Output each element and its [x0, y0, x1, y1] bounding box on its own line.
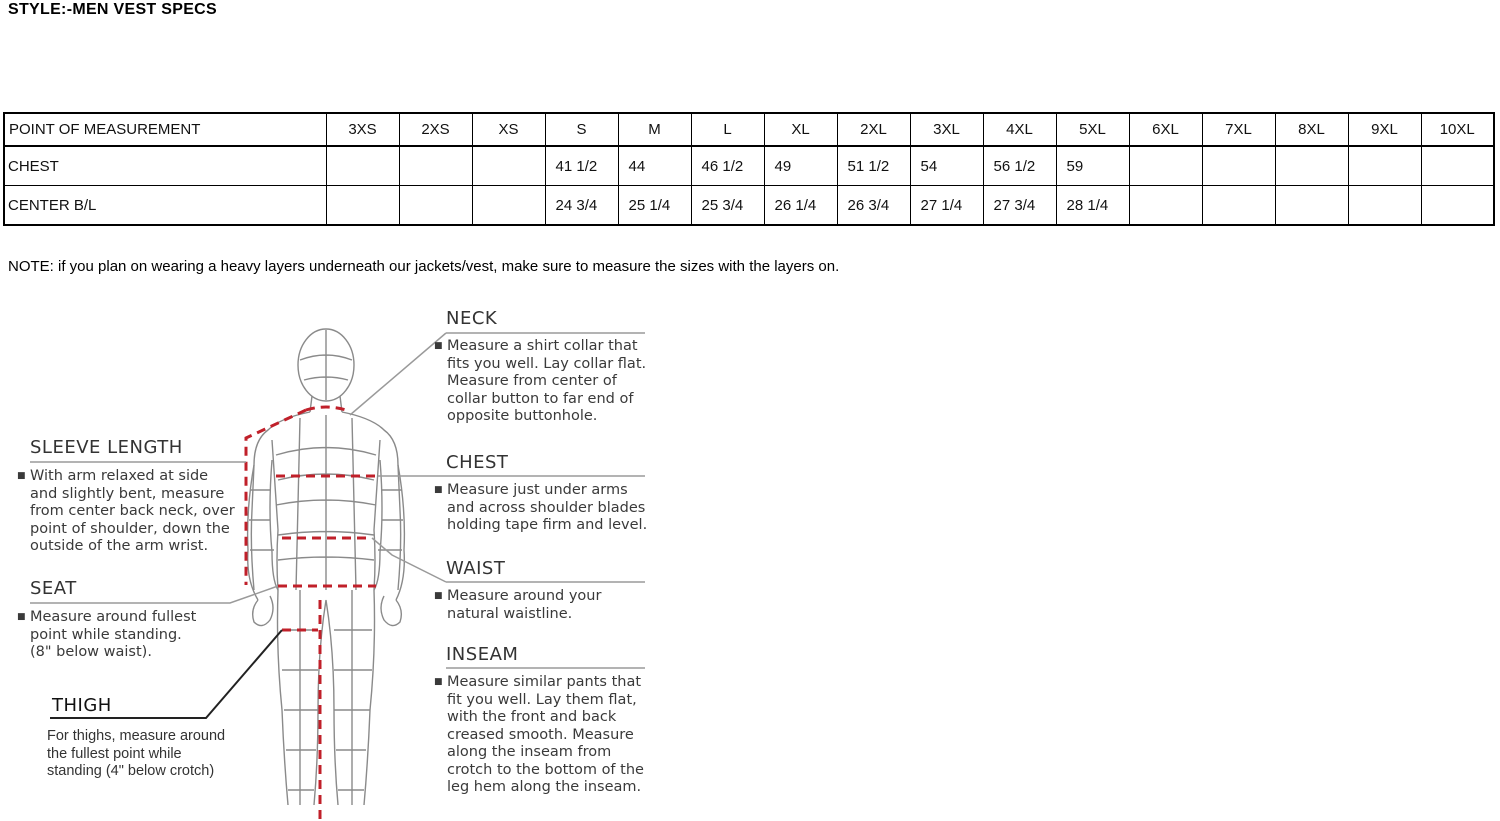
waist-heading: WAIST: [446, 558, 506, 579]
table-cell: [1348, 186, 1421, 226]
header-cell: XL: [764, 113, 837, 146]
header-cell: 2XS: [399, 113, 472, 146]
bullet-icon: ■: [17, 471, 26, 481]
table-cell: 46 1/2: [691, 146, 764, 186]
waist-description: [434, 588, 602, 623]
table-cell: 44: [618, 146, 691, 186]
chest-text: Measure just under arms and across shoulder blades holding tape firm and level.: [447, 482, 648, 533]
size-spec-table: [3, 112, 1495, 226]
measurement-lines: [246, 407, 378, 821]
seat-text: Measure around fullest point while standing. (8" below waist).: [30, 609, 197, 660]
neck-description: [434, 338, 647, 426]
header-cell: 7XL: [1202, 113, 1275, 146]
chest-heading: CHEST: [446, 452, 509, 473]
row-label: CHEST: [4, 146, 326, 186]
header-cell: 6XL: [1129, 113, 1202, 146]
body-figure: [248, 329, 405, 805]
table-cell: 27 1/4: [910, 186, 983, 226]
table-row: [4, 146, 1494, 186]
inseam-description: [434, 674, 644, 797]
table-cell: [1275, 146, 1348, 186]
neck-text: Measure a shirt collar that fits you well. Lay collar flat. Measure from center of collar button to far end of opposite buttonhole.: [447, 338, 647, 424]
waist-text: Measure around your natural waistline.: [447, 588, 602, 622]
table-cell: 26 1/4: [764, 186, 837, 226]
table-cell: [1348, 146, 1421, 186]
bullet-icon: ■: [434, 485, 443, 495]
table-cell: [1202, 186, 1275, 226]
seat-description: [17, 609, 197, 662]
table-cell: [1202, 146, 1275, 186]
table-cell: 24 3/4: [545, 186, 618, 226]
bullet-icon: ■: [434, 591, 443, 601]
thigh-description: [47, 728, 225, 781]
table-cell: [399, 146, 472, 186]
bullet-icon: ■: [434, 677, 443, 687]
table-cell: [1421, 186, 1494, 226]
header-cell: 4XL: [983, 113, 1056, 146]
table-cell: 26 3/4: [837, 186, 910, 226]
table-cell: 51 1/2: [837, 146, 910, 186]
bullet-icon: ■: [17, 612, 26, 622]
header-cell: POINT OF MEASUREMENT: [4, 113, 326, 146]
table-cell: [1421, 146, 1494, 186]
table-cell: 25 3/4: [691, 186, 764, 226]
table-cell: 25 1/4: [618, 186, 691, 226]
header-cell: 5XL: [1056, 113, 1129, 146]
header-cell: 2XL: [837, 113, 910, 146]
table-cell: [1129, 146, 1202, 186]
table-cell: 41 1/2: [545, 146, 618, 186]
header-cell: 3XS: [326, 113, 399, 146]
seat-heading: SEAT: [30, 578, 77, 599]
sleeve-length-heading: SLEEVE LENGTH: [30, 437, 183, 458]
header-cell: 3XL: [910, 113, 983, 146]
header-cell: 8XL: [1275, 113, 1348, 146]
table-cell: 59: [1056, 146, 1129, 186]
header-cell: L: [691, 113, 764, 146]
row-label: CENTER B/L: [4, 186, 326, 226]
table-cell: [326, 186, 399, 226]
sleeve-length-description: [17, 468, 235, 556]
bullet-icon: ■: [434, 341, 443, 351]
sleeve-length-text: With arm relaxed at side and slightly bent, measure from center back neck, over point of shoulder, down the outside of the arm wrist.: [30, 468, 235, 554]
inseam-heading: INSEAM: [446, 644, 519, 665]
table-header-row: [4, 113, 1494, 146]
layering-note: NOTE: if you plan on wearing a heavy layers underneath our jackets/vest, make sure to measure the sizes with the layers on.: [8, 258, 840, 275]
table-cell: [1129, 186, 1202, 226]
header-cell: S: [545, 113, 618, 146]
table-cell: 56 1/2: [983, 146, 1056, 186]
table-cell: 28 1/4: [1056, 186, 1129, 226]
table-row: [4, 186, 1494, 226]
page-title: STYLE:-MEN VEST SPECS: [8, 1, 217, 18]
table-cell: [472, 146, 545, 186]
table-cell: [1275, 186, 1348, 226]
chest-description: [434, 482, 648, 535]
neck-heading: NECK: [446, 308, 498, 329]
thigh-text: For thighs, measure around the fullest point while standing (4" below crotch): [47, 728, 226, 779]
table-cell: [399, 186, 472, 226]
thigh-heading: THIGH: [52, 695, 112, 716]
table-cell: [326, 146, 399, 186]
table-cell: 49: [764, 146, 837, 186]
header-cell: 9XL: [1348, 113, 1421, 146]
table-cell: 27 3/4: [983, 186, 1056, 226]
inseam-text: Measure similar pants that fit you well. Lay them flat, with the front and back creased smooth. Measure along the inseam from crotch to the bottom of the leg hem along the inseam.: [447, 674, 644, 795]
header-cell: XS: [472, 113, 545, 146]
table-cell: [472, 186, 545, 226]
header-cell: M: [618, 113, 691, 146]
table-cell: 54: [910, 146, 983, 186]
header-cell: 10XL: [1421, 113, 1494, 146]
